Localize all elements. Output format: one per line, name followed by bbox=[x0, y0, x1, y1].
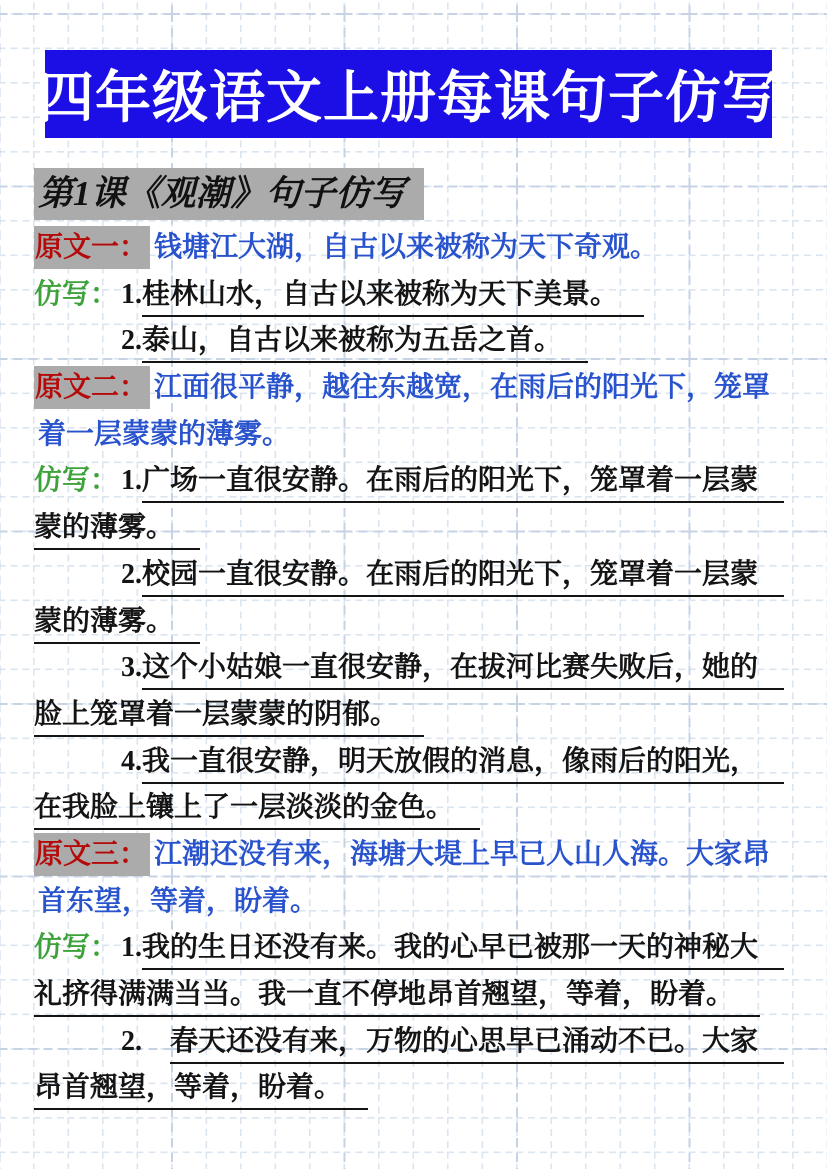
text-line bbox=[34, 832, 794, 879]
imitation-sentence: 蒙的薄雾。 bbox=[34, 606, 200, 644]
imitation-label: 仿写： bbox=[34, 465, 119, 497]
text-line bbox=[34, 1019, 794, 1066]
text-line bbox=[34, 1065, 794, 1112]
imitation-sentence: 这个小姑娘一直很安静，在拔河比赛失败后，她的 bbox=[142, 652, 784, 690]
text-line bbox=[34, 879, 794, 926]
text-line bbox=[34, 645, 794, 692]
imitation-sentence: 蒙的薄雾。 bbox=[34, 512, 200, 550]
text-line bbox=[34, 412, 794, 459]
text-line bbox=[34, 318, 794, 365]
text-line bbox=[34, 552, 794, 599]
text-line bbox=[34, 599, 794, 646]
imitation-sentence: 春天还没有来，万物的心思早已涌动不已。大家 bbox=[170, 1026, 784, 1064]
page-title-banner bbox=[38, 50, 779, 138]
original-label: 原文一： bbox=[34, 226, 150, 269]
text-line bbox=[34, 458, 794, 505]
text-line bbox=[34, 692, 794, 739]
text-line bbox=[34, 505, 794, 552]
imitation-sentence: 校园一直很安静。在雨后的阳光下，笼罩着一层蒙 bbox=[142, 559, 784, 597]
source-sentence: 着一层蒙蒙的薄雾。 bbox=[38, 418, 291, 450]
source-sentence: 江潮还没有来，海塘大堤上早已人山人海。大家昂 bbox=[154, 838, 771, 870]
imitation-sentence: 泰山，自古以来被称为五岳之首。 bbox=[142, 325, 588, 363]
imitation-sentence: 我一直很安静，明天放假的消息，像雨后的阳光， bbox=[142, 746, 784, 784]
lesson-section-title: 第1课《观潮》句子仿写 bbox=[34, 168, 424, 220]
text-line bbox=[34, 365, 794, 412]
page-title: 四年级语文上册每课句子仿写 bbox=[38, 68, 779, 130]
source-sentence: 钱塘江大湖，自古以来被称为天下奇观。 bbox=[154, 232, 659, 263]
item-number: 1. bbox=[121, 932, 143, 964]
imitation-sentence: 桂林山水，自古以来被称为天下美景。 bbox=[142, 279, 644, 317]
text-line bbox=[34, 225, 794, 272]
item-number: 2. bbox=[121, 558, 142, 590]
imitation-sentence: 在我脸上镶上了一层淡淡的金色。 bbox=[34, 792, 480, 830]
imitation-sentence: 脸上笼罩着一层蒙蒙的阴郁。 bbox=[34, 699, 424, 737]
original-label: 原文二： bbox=[34, 366, 150, 409]
item-number: 3. bbox=[121, 652, 142, 684]
worksheet-content bbox=[34, 168, 794, 1112]
item-number: 2. bbox=[121, 325, 142, 357]
source-sentence: 江面很平静，越往东越宽，在雨后的阳光下，笼罩 bbox=[154, 372, 771, 404]
original-label: 原文三： bbox=[34, 833, 150, 876]
text-line bbox=[34, 785, 794, 832]
imitation-label: 仿写： bbox=[34, 932, 119, 964]
item-number: 4. bbox=[121, 745, 142, 777]
item-number: 2. bbox=[121, 1025, 170, 1057]
imitation-sentence: 昂首翘望，等着，盼着。 bbox=[34, 1072, 368, 1110]
source-sentence: 首东望，等着，盼着。 bbox=[38, 885, 319, 917]
imitation-sentence: 礼挤得满满当当。我一直不停地昂首翘望，等着，盼着。 bbox=[34, 979, 760, 1017]
imitation-sentence: 广场一直很安静。在雨后的阳光下，笼罩着一层蒙 bbox=[142, 465, 784, 503]
text-line bbox=[34, 925, 794, 972]
imitation-sentence: 我的生日还没有来。我的心早已被那一天的神秘大 bbox=[142, 932, 784, 970]
text-line bbox=[34, 739, 794, 786]
text-line bbox=[34, 972, 794, 1019]
content-lines bbox=[34, 225, 794, 1112]
imitation-label: 仿写： bbox=[34, 278, 119, 310]
item-number: 1. bbox=[121, 465, 143, 497]
text-line bbox=[34, 272, 794, 319]
item-number: 1. bbox=[121, 278, 143, 310]
